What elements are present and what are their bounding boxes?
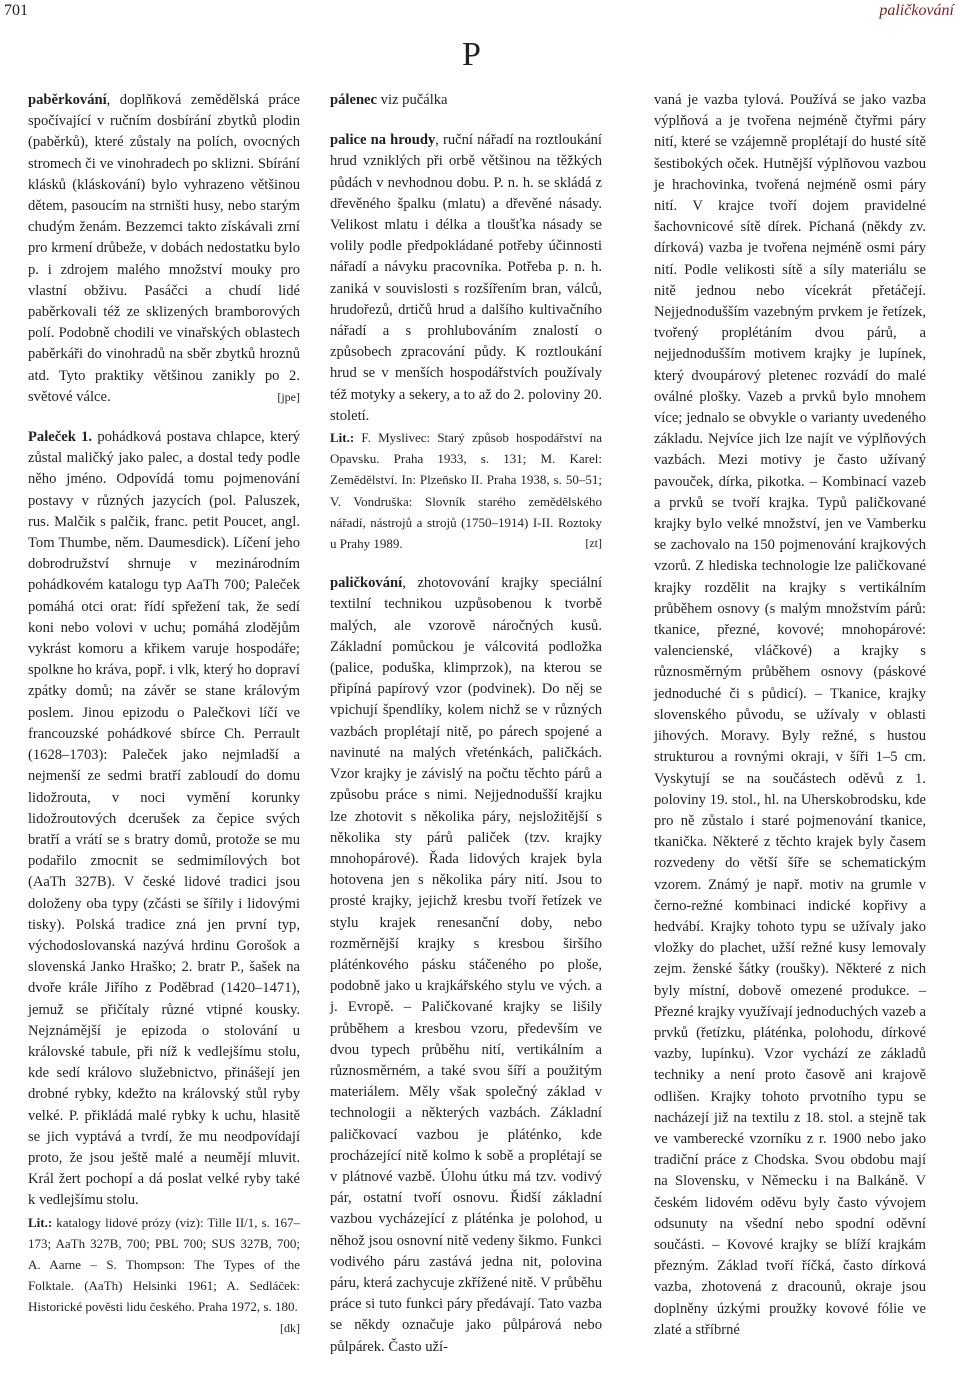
- entry-palice-na-hroudy: [330, 130, 602, 427]
- entry-text: , ruční nářadí na roztloukání hrud vzniklých při orbě většinou na těžkých půdách v nevhodnou dobu. P. n. h. se skládá z dřevěného špalku (mlatu) a dřevěné násady. Velikost mlatu i délka a tloušťka násady se volily podle předpokládané potřeby účinnosti nářadí a návyku pracovníka. Potřeba p. n. h. zaniká v souvislosti s rozšířením bran, válců, hrudořezů, drtičů hrud a dalšího kultivačního nářadí a s prohlubováním znalostí o způsobech zpracování půdy. K roztloukání hrud se v menších hospodářstvích používaly též motyky a sekery, a to až do 2. poloviny 20. století.: [330, 132, 602, 424]
- literature-text: katalogy lidové prózy (viz): Tille II/1, s. 167–173; AaTh 327B, 700; PBL 700; SUS 327B, 700; A. Aarne – S. Thompson: The Types of the Folktale. (AaTh) Helsinki 1961; A. Sedláček: Historické pověsti lidu českého. Praha 1972, s. 180.: [28, 1214, 300, 1315]
- author-tag: [jpe]: [277, 389, 300, 404]
- literature-label: Lit.:: [330, 430, 355, 446]
- running-head: paličkování: [879, 2, 954, 19]
- section-letter: P: [462, 36, 481, 73]
- entry-palecek: [28, 427, 300, 1212]
- entry-text: , zhotovování krajky speciální textilní technikou uzpůsobenou k tvorbě malých, ale vzorově náročných kusů. Základní pomůckou je válcovitá podložka (palice, poduška, klimprzok), na kterou se připíná papírový vzor (podvinek). Do něj se vpichují špendlíky, kolem nichž se v různých vazbách proplétají nitě, po párech spojené a navinuté na malých vřeténkách, paličkách. Vzor krajky je závislý na počtu těchto párů a způsobu práce s nimi. Nejjednodušší krajku lze zhotovit s několika páry, nejsložitější s několika sty párů paliček (tzv. krajky mnohopárové). Řada lidových krajek byla hotovena jen s několika páry nití. Jsou to prosté krajky, jejichž kresbu tvoří řetízek ve stylu krajek renesanční doby, nebo rozměrnější krajky s kresbou širšího pláténkového pásku stáčeného po ploše, podobně jako u krajkářského stylu ve vých. a j. Evropě. – Paličkované krajky se lišily průběhem a kresbou vzoru, především ve dvou typech průběhu nití, vertikálním a různosměrném, a také svou šíří a použitým materiálem. Měly však společný základ v technologii a některých vazbách. Základní paličkovací vazbou je pláténko, kde procházející nitě kolmo k sobě a proplétají se v plátnové vazbě. Úlohu útku má tzv. vodivý pár, ostatní tvoří osnovu. Řidší základní vazbou vycházející z pláténka je polohod, u něhož jsou osnovní nitě vedeny šikmo. Funkci vodivého páru zastává jedna nit, polovina páru, která zachycuje zkřížené nitě. V průběhu práce si tuto funkci páry předávají. Tato vazba se někdy označuje jako půlpárová nebo půlpárek. Často uží-: [330, 575, 602, 1355]
- literature: [28, 1212, 300, 1335]
- literature-label: Lit.:: [28, 1214, 53, 1230]
- author-tag: [zt]: [585, 536, 602, 551]
- headword: paličkování: [330, 575, 403, 592]
- entry-palickovani: [330, 573, 602, 1358]
- literature-text: F. Myslivec: Starý způsob hospodářství na Opavsku. Praha 1933, s. 131; M. Karel: Zemědělství. In: Plzeňsko II. Praha 1938, s. 50–51; V. Vondruška: Slovník starého zemědělského nářadí, nástrojů a strojů (1750–1914) I-II. Roztoky u Prahy 1989.: [330, 430, 602, 552]
- author-tag: [dk]: [280, 1320, 300, 1335]
- headword: pálenec: [330, 92, 378, 108]
- headword: Paleček 1.: [28, 429, 93, 446]
- literature: [330, 427, 602, 554]
- entry-palickovani-continued: vaná je vazba tylová. Používá se jako vazba výplňová a je tvořena nejméně čtyřmi páry nití, které se vzájemně proplétají do husté sítě šestibokých oček. Hutnější výplňovou vazbou je hrachovinka, tvořená nejméně osmi páry nití. V krajce tvoří dojem pravidelné šachovnicové sítě dírek. Píchaná (někdy zv. dírková) vazba je tvořena nejméně osmi páry nití. Podle velikosti sítě a síly materiálu se nitě jednou nebo vícekrát přetáčejí. Nejjednodušším vazebným prvkem je řetízek, tvořený proplétáním dvou párů, a nejjednodušším motivem krajky je lupínek, který dvoupárový pletenec rozvádí do malé oválné plošky. Vazeb a prvků bylo mnohem více; jednalo se obvykle o varianty uvedeného základu. Nejvíce jich lze najít ve výplňových vazbách. Mezi motivy je často užívaný pavouček, dírka, pikotka. – Kombinací vazeb a prvků se tvoří krajka. Typů paličkované krajky bylo velké množství, jen ve Vamberku se zachovalo na 150 pojmenování krajkových vzorů. Z hlediska technologie lze paličkované krajky rozdělit na krajky s vertikálním průběhem osnovy (s malým množstvím párů: tkanice, přezné, kovové; mnohopárové: valencienské, vláčkové) a krajky s různosměrným průběhem osnovy (páskové jednoduché či s půdicí). – Tkanice, krajky slovenského původu, se užívaly v oblasti jihových. Moravy. Byly režné, s hustou strukturou a rovnými okraji, v šíři 1–5 cm. Vyskytují se na součástech oděvů z 1. poloviny 19. stol., hl. na Uherskobrodsku, kde pro ně zůstalo i staré pojmenování tkanice, tkanička. Některé z těchto krajek byly časem rozvedeny do větší šíře se schematickým vzorem. Známý je např. motiv na grumle v černo-režné kombinaci indické kopřivy a hedvábí. Krajky tohoto typu se užívaly jako vložky do plachet, užší režné kusy lemovaly zejm. ženské šátky (roušky). Některé z nich byly místní, dobově omezené produkce. – Přezné krajky využívají jednoduchých vazeb a prvků (řetízku, pláténka, polohodu, dírkové vazby, lupínku). Vzor vychází ze základů techniky a není proto časově ani krajově odlišen. Krajky tohoto prvotního typu se nacházejí již na textilu z 18. stol. a stejně tak ve vamberecké vzorníku z r. 1900 nebo jako tradiční práce z Chodska. Svou obdobu mají na Slovensku, v Německu i na Balkáně. V českém lidovém oděvu byly často vývojem odsunuty na všední nebo spodní oděvní součásti. – Kovové krajky se blíží krajkám přezným. Základ tvoří říčká, často dírková vazba, zhotovená z dracounů, okraje jsou doplněny úzkými proužky kovové fólie ve zlaté a stříbrné: [654, 92, 926, 1338]
- headword: palice na hroudy: [330, 132, 436, 149]
- column-middle: [330, 90, 602, 1358]
- headword: paběrkování: [28, 92, 107, 108]
- column-right: [654, 90, 926, 1341]
- page-number: 701: [4, 2, 28, 19]
- entry-text: viz pučálka: [377, 92, 448, 108]
- column-left: [28, 90, 300, 1339]
- entry-text: , doplňková zemědělská práce spočívající v ručním dosbírání zbytků plodin (paběrků), které zůstaly na polích, ovocných stromech či ve vinohradech po sklizni. Sbírání klásků (kláskování) bylo vyhrazeno většinou dětem, pasoucím na strništi husy, nebo starým chudým ženám. Bezzemci takto získávali zrní pro krmení drůbeže, v dobách nedostatku bylo p. i zdrojem malého množství mouky pro vlastní obživu. Pasáčci a chudí lidé paběrkovali též ze sklizených bramborových polí. Podobně chodili ve vinařských oblastech paběrkáři do vinohradů na sběr zbytků hroznů atd. Tyto praktiky většinou zanikly po 2. světové válce.: [28, 92, 300, 405]
- entry-text: pohádková postava chlapce, který zůstal maličký jako palec, a dostal tedy podle něho jméno. Odpovídá tomu pojmenování postavy v různých jazycích (pol. Paluszek, rus. Malčik s palčik, franc. petit Poucet, angl. Tom Thumbe, něm. Daumesdick). Líčení jeho dobrodružství shrnuje v mezinárodním pohádkovém katalogu typ AaTh 700; Paleček pomáhá otci orat: řídí spřežení tak, že sedí koni nebo volovi v uchu; pomáhá zlodějům vykrást komoru a křikem varuje hospodáře; spolkne ho kráva, popř. i vlk, který ho dopraví zpátky domů; na závěr se stane královým poslem. Jinou epizodu o Palečkovi líčí ve francouzské pohádkové sbírce Ch. Perrault (1628–1703): Paleček jako nejmladší a nejmenší ze sedmi bratří zabloudí do domu lidožrouta, v noci vymění korunky lidožroutových dcerušek za čepice svých bratří a vrátí se s bratry domů, protože se mu podařilo zmocnit se sedmimílových bot (AaTh 327B). V české lidové tradici jsou doloženy oba typy (zčásti se šířily i lidovými tisky). Polská tradice zná jen první typ, východoslovanská nazývá hrdinu Gorošok a slovenská Janko Hraško; 2. bratr P., šašek na dvoře krále Jiřího z Poděbrad (1420–1471), jemuž se přičítaly různé vtipné kousky. Nejznámější je epizoda o stolování u královské tabule, při níž k vedlejšímu stolu, kde sedí královo služebnictvo, přinášejí jen drobné rybky, kdežto na královský stůl ryby velké. P. přikládá malé rybky k uchu, hlasitě se jich vyptává a tvrdí, že mu neodpovídají proto, že jsou ještě malé a neumějí mluvit. Král žert pochopí a dá poslat velké ryby také k vedlejšímu stolu.: [28, 429, 300, 1209]
- entry-palenec: [330, 90, 602, 111]
- entry-pabirkovani: [28, 90, 300, 408]
